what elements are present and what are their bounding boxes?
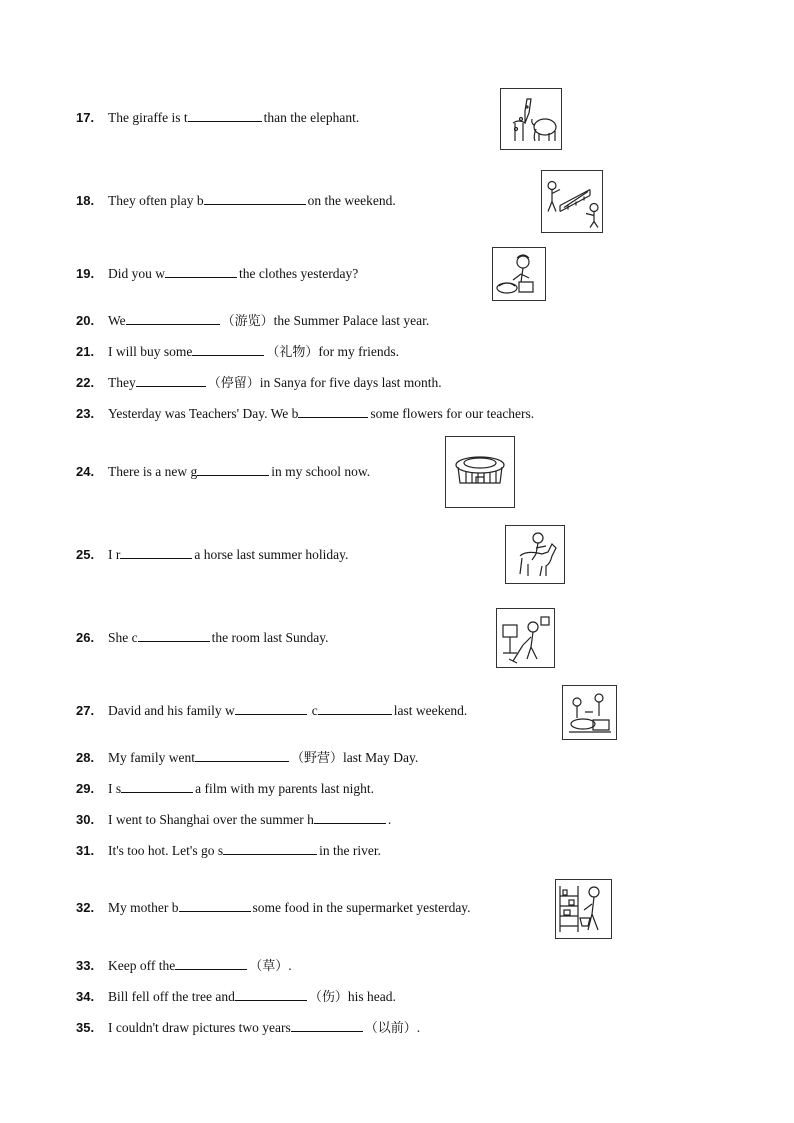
washing-clothes-image	[492, 247, 546, 301]
answer-blank[interactable]	[197, 462, 269, 476]
question-text: My mother b	[108, 900, 179, 915]
question-26	[76, 628, 328, 648]
question-30	[76, 810, 391, 830]
chinese-hint: （礼物）	[266, 345, 319, 360]
question-23	[76, 404, 534, 424]
answer-blank[interactable]	[175, 956, 247, 970]
question-19	[76, 264, 358, 284]
answer-blank[interactable]	[314, 810, 386, 824]
question-text: .	[387, 812, 392, 827]
question-text: the Summer Palace last year.	[273, 313, 430, 328]
question-text: some food in the supermarket yesterday.	[252, 900, 471, 915]
question-text: his head.	[347, 989, 396, 1004]
question-text: the clothes yesterday?	[239, 266, 359, 281]
answer-blank[interactable]	[223, 841, 317, 855]
chinese-hint: （停留）	[207, 376, 260, 391]
chinese-hint: （草）	[249, 959, 289, 974]
question-number: 23.	[76, 406, 95, 421]
question-text: It's too hot. Let's go s	[108, 843, 224, 858]
question-number: 34.	[76, 989, 95, 1004]
question-text: David and his family w	[108, 703, 235, 718]
question-number: 25.	[76, 547, 95, 562]
question-text: Did you w	[108, 266, 165, 281]
question-number: 30.	[76, 812, 95, 827]
question-number: 22.	[76, 375, 95, 390]
answer-blank[interactable]	[136, 373, 206, 387]
chinese-hint: （游览）	[221, 314, 274, 329]
question-28	[76, 748, 418, 768]
answer-blank[interactable]	[165, 264, 237, 278]
question-text: some flowers for our teachers.	[370, 406, 535, 421]
question-text: in Sanya for five days last month.	[259, 375, 442, 390]
answer-blank[interactable]	[126, 311, 220, 325]
question-number: 19.	[76, 266, 95, 281]
question-text: I s	[108, 781, 122, 796]
chinese-hint: （野营）	[291, 751, 344, 766]
question-text: .	[288, 958, 292, 973]
question-text: There is a new g	[108, 464, 198, 479]
question-text: than the elephant.	[263, 110, 360, 125]
question-number: 17.	[76, 110, 95, 125]
question-text: a horse last summer holiday.	[194, 547, 349, 562]
question-29	[76, 779, 374, 799]
question-34	[76, 987, 396, 1007]
question-text: My family went	[108, 750, 195, 765]
question-20	[76, 311, 429, 331]
question-25	[76, 545, 348, 565]
question-text: Bill fell off the tree and	[108, 989, 235, 1004]
question-18	[76, 191, 396, 211]
answer-blank[interactable]	[188, 108, 262, 122]
question-text: They	[108, 375, 136, 390]
question-number: 18.	[76, 193, 95, 208]
answer-blank[interactable]	[192, 342, 264, 356]
answer-blank[interactable]	[195, 748, 289, 762]
question-text: I r	[108, 547, 121, 562]
question-text: I went to Shanghai over the summer h	[108, 812, 314, 827]
question-22	[76, 373, 442, 393]
question-number: 28.	[76, 750, 95, 765]
question-text: in the river.	[319, 843, 381, 858]
question-17	[76, 108, 359, 128]
giraffe-elephant-image	[500, 88, 562, 150]
chinese-hint: （以前）	[364, 1021, 417, 1036]
horse-riding-image	[505, 525, 565, 584]
answer-blank[interactable]	[120, 545, 192, 559]
question-number: 33.	[76, 958, 95, 973]
question-35	[76, 1018, 420, 1038]
question-text: We	[108, 313, 126, 328]
answer-blank[interactable]	[235, 701, 307, 715]
badminton-image	[541, 170, 603, 233]
question-text: Keep off the	[108, 958, 176, 973]
question-number: 31.	[76, 843, 95, 858]
question-21	[76, 342, 399, 362]
supermarket-image	[555, 879, 612, 939]
question-text: the room last Sunday.	[211, 630, 329, 645]
answer-blank[interactable]	[179, 898, 251, 912]
family-picnic-image	[562, 685, 617, 740]
question-number: 27.	[76, 703, 95, 718]
question-text: a film with my parents last night.	[195, 781, 374, 796]
question-text: Yesterday was Teachers' Day. We b	[108, 406, 299, 421]
question-text: for my friends.	[318, 344, 399, 359]
question-text: They often play b	[108, 193, 204, 208]
question-number: 35.	[76, 1020, 95, 1035]
question-number: 20.	[76, 313, 95, 328]
answer-blank[interactable]	[318, 701, 392, 715]
question-text: The giraffe is t	[108, 110, 188, 125]
question-27	[76, 701, 467, 721]
chinese-hint: （伤）	[308, 990, 348, 1005]
question-text: I will buy some	[108, 344, 193, 359]
question-text: c	[311, 703, 318, 718]
question-text: I couldn't draw pictures two years	[108, 1020, 291, 1035]
answer-blank[interactable]	[204, 191, 306, 205]
question-number: 21.	[76, 344, 95, 359]
question-number: 26.	[76, 630, 95, 645]
question-text: last weekend.	[393, 703, 468, 718]
answer-blank[interactable]	[138, 628, 210, 642]
answer-blank[interactable]	[121, 779, 193, 793]
cleaning-room-image	[496, 608, 555, 668]
question-24	[76, 462, 370, 482]
question-number: 29.	[76, 781, 95, 796]
question-text: .	[416, 1020, 421, 1035]
question-number: 24.	[76, 464, 95, 479]
answer-blank[interactable]	[235, 987, 307, 1001]
question-number: 32.	[76, 900, 95, 915]
question-text: last May Day.	[343, 750, 419, 765]
answer-blank[interactable]	[298, 404, 368, 418]
question-31	[76, 841, 381, 861]
gym-building-image	[445, 436, 515, 508]
question-text: in my school now.	[271, 464, 371, 479]
question-32	[76, 898, 471, 918]
question-text: She c	[108, 630, 138, 645]
question-text: on the weekend.	[307, 193, 396, 208]
answer-blank[interactable]	[291, 1018, 363, 1032]
question-33	[76, 956, 292, 976]
